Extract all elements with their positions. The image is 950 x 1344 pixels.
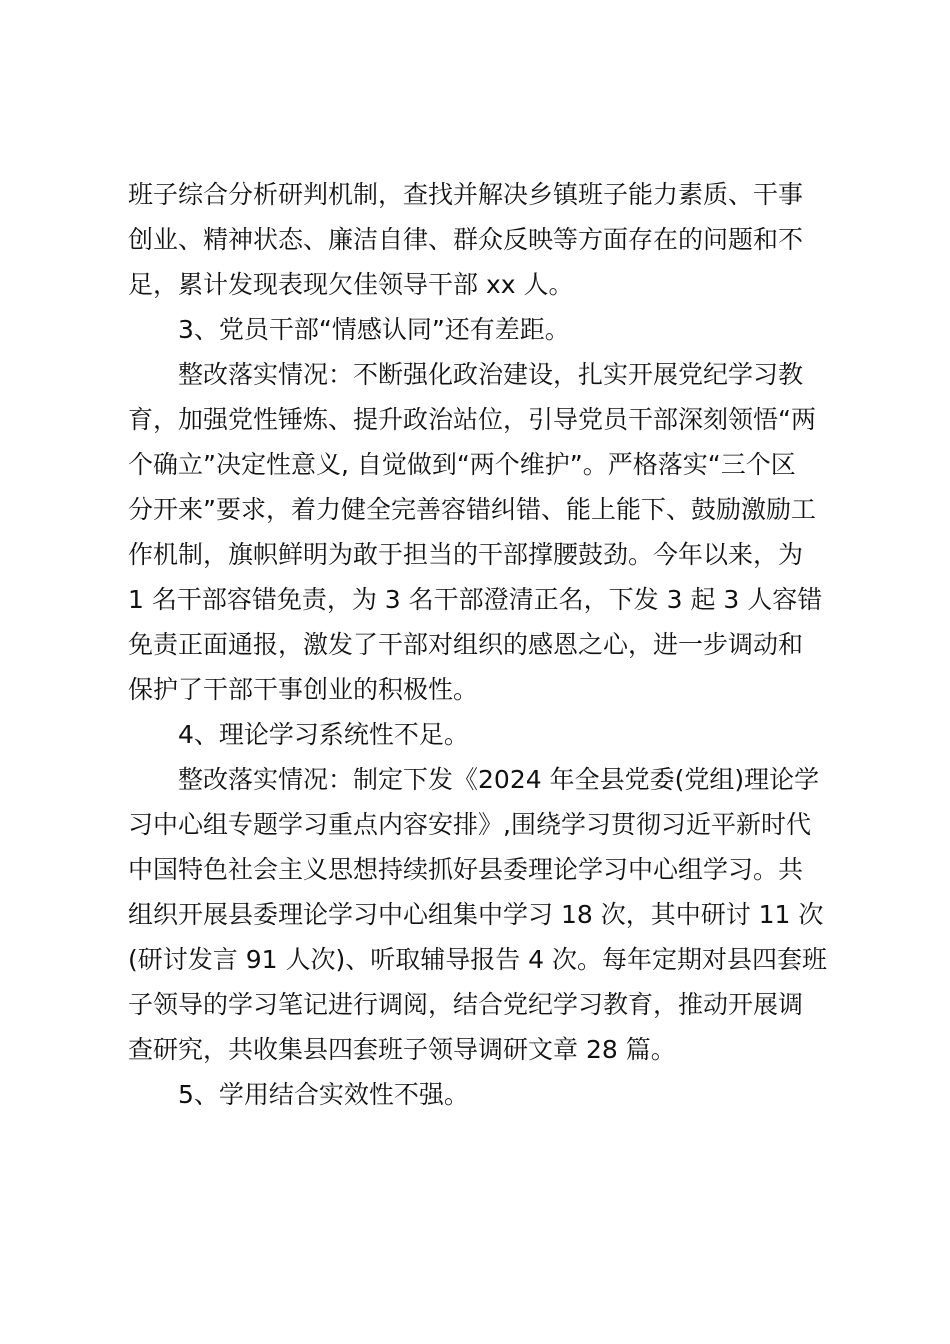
section-heading: 4、理论学习系统性不足。: [178, 720, 469, 749]
paragraph-line: 作机制，旗帜鲜明为敢于担当的干部撑腰鼓劲。今年以来，为: [128, 540, 804, 569]
paragraph-line: 整改落实情况：不断强化政治建设，扎实开展党纪学习教: [178, 360, 804, 389]
paragraph-line: 中国特色社会主义思想持续抓好县委理论学习中心组学习。共: [128, 855, 804, 884]
paragraph-line: 习中心组专题学习重点内容安排》,围绕学习贯彻习近平新时代: [128, 810, 811, 839]
paragraph-line: 免责正面通报，激发了干部对组织的感恩之心，进一步调动和: [128, 630, 804, 659]
paragraph-line: 足，累计发现表现欠佳领导干部 xx 人。: [128, 270, 574, 299]
paragraph-line: 班子综合分析研判机制，查找并解决乡镇班子能力素质、干事: [128, 180, 804, 209]
paragraph-line: 个确立”决定性意义, 自觉做到“两个维护”。严格落实“三个区: [128, 450, 796, 479]
paragraph-line: 查研究，共收集县四套班子领导调研文章 28 篇。: [128, 1035, 676, 1064]
paragraph-line: 育，加强党性锤炼、提升政治站位，引导党员干部深刻领悟“两: [128, 405, 816, 434]
paragraph-line: 1 名干部容错免责，为 3 名干部澄清正名，下发 3 起 3 人容错: [128, 585, 823, 614]
paragraph-line: 创业、精神状态、廉洁自律、群众反映等方面存在的问题和不: [128, 225, 804, 254]
paragraph-line: 分开来”要求，着力健全完善容错纠错、能上能下、鼓励激励工: [128, 495, 816, 524]
section-heading: 5、学用结合实效性不强。: [178, 1080, 469, 1109]
paragraph-line: 整改落实情况：制定下发《2024 年全县党委(党组)理论学: [178, 765, 820, 794]
section-heading: 3、党员干部“情感认同”还有差距。: [178, 315, 570, 344]
paragraph-line: 组织开展县委理论学习中心组集中学习 18 次，其中研讨 11 次: [128, 900, 824, 929]
paragraph-line: (研讨发言 91 人次)、听取辅导报告 4 次。每年定期对县四套班: [128, 945, 828, 974]
paragraph-line: 子领导的学习笔记进行调阅，结合党纪学习教育，推动开展调: [128, 990, 804, 1019]
paragraph-line: 保护了干部干事创业的积极性。: [128, 675, 479, 704]
